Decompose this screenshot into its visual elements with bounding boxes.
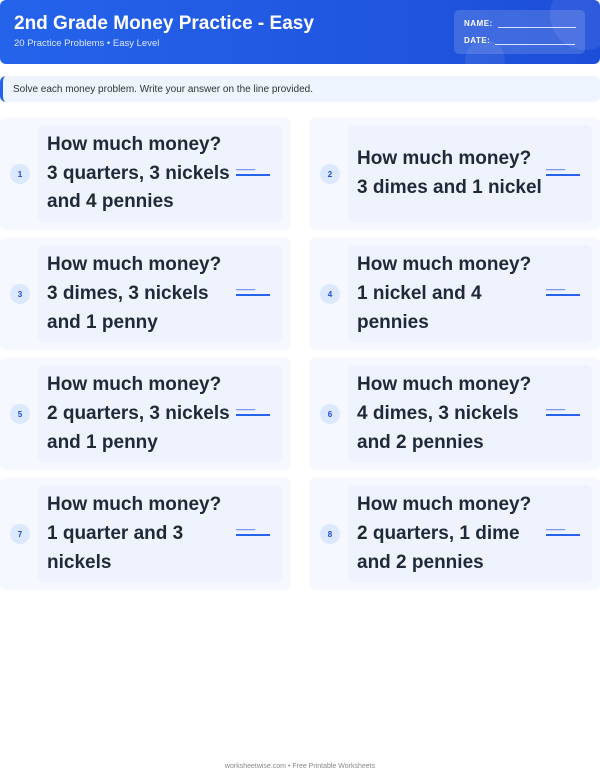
answer-underline: [546, 294, 580, 296]
problem-text: [357, 251, 546, 337]
answer-line[interactable]: [546, 400, 580, 420]
problem-text: [357, 371, 546, 457]
problem-number: 8: [320, 524, 340, 544]
answer-blank: ____: [236, 400, 255, 412]
name-line: [498, 27, 576, 28]
problem-detail: 3 quarters, 3 nickels and 4 pennies: [47, 162, 230, 213]
problem-card: [310, 358, 600, 470]
problem-text: [47, 251, 236, 337]
answer-line[interactable]: [546, 160, 580, 180]
date-line: [495, 44, 575, 45]
page-subtitle: 20 Practice Problems • Easy Level: [14, 38, 160, 49]
problem-box: [348, 365, 592, 463]
problem-card: [0, 238, 290, 350]
problem-number: 4: [320, 284, 340, 304]
problem-question: How much money?: [357, 254, 532, 276]
problem-detail: 3 dimes and 1 nickel: [357, 177, 542, 199]
problem-text: [357, 491, 546, 577]
problem-text: [47, 491, 236, 577]
problem-card: [0, 478, 290, 590]
problem-question: How much money?: [47, 494, 222, 516]
problem-grid: [0, 118, 600, 590]
answer-underline: [546, 174, 580, 176]
problem-card: [310, 238, 600, 350]
name-label: NAME:: [464, 19, 493, 28]
problem-number: 7: [10, 524, 30, 544]
problem-detail: 4 dimes, 3 nickels and 2 pennies: [357, 402, 519, 453]
answer-underline: [236, 534, 270, 536]
problem-box: [348, 485, 592, 583]
problem-number: 5: [10, 404, 30, 424]
answer-blank: ____: [546, 520, 565, 532]
problem-number: 6: [320, 404, 340, 424]
problem-text: [47, 131, 236, 217]
answer-underline: [236, 414, 270, 416]
answer-blank: ____: [546, 160, 565, 172]
problem-box: [38, 245, 282, 343]
problem-card: [310, 118, 600, 230]
problem-number: 2: [320, 164, 340, 184]
instructions: Solve each money problem. Write your answer on the line provided.: [0, 76, 600, 102]
answer-line[interactable]: [546, 520, 580, 540]
answer-underline: [546, 534, 580, 536]
problem-question: How much money?: [47, 134, 222, 155]
answer-underline: [236, 174, 270, 176]
problem-box: [38, 365, 282, 463]
problem-question: How much money?: [47, 374, 222, 396]
answer-underline: [546, 414, 580, 416]
answer-blank: ____: [236, 520, 255, 532]
problem-card: [0, 358, 290, 470]
date-label: DATE:: [464, 36, 491, 45]
footer: worksheetwise.com • Free Printable Worksheets: [224, 763, 376, 770]
answer-line[interactable]: [236, 280, 270, 300]
answer-blank: ____: [546, 280, 565, 292]
answer-blank: ____: [236, 160, 255, 172]
worksheet-header: [0, 0, 600, 64]
problem-box: [348, 125, 592, 223]
problem-question: How much money?: [357, 374, 532, 396]
problem-question: How much money?: [357, 148, 532, 170]
problem-text: [47, 371, 236, 457]
answer-underline: [236, 294, 270, 296]
answer-blank: ____: [546, 400, 565, 412]
problem-detail: 3 dimes, 3 nickels and 1 penny: [47, 282, 209, 333]
problem-detail: 1 quarter and 3 nickels: [47, 523, 184, 573]
problem-detail: 1 nickel and 4 pennies: [357, 282, 482, 333]
problem-question: How much money?: [357, 494, 532, 516]
name-date-box: [454, 10, 585, 54]
answer-line[interactable]: [546, 280, 580, 300]
answer-line[interactable]: [236, 520, 270, 540]
answer-line[interactable]: [236, 160, 270, 180]
problem-number: 1: [10, 164, 30, 184]
problem-box: [348, 245, 592, 343]
problem-detail: 2 quarters, 3 nickels and 1 penny: [47, 402, 230, 453]
problem-detail: 2 quarters, 1 dime and 2 pennies: [357, 523, 520, 573]
problem-number: 3: [10, 284, 30, 304]
problem-box: [38, 485, 282, 583]
answer-blank: ____: [236, 280, 255, 292]
answer-line[interactable]: [236, 400, 270, 420]
problem-question: How much money?: [47, 254, 222, 276]
problem-text: [357, 145, 546, 202]
problem-card: [0, 118, 290, 230]
page-title: 2nd Grade Money Practice - Easy: [14, 13, 314, 34]
problem-card: [310, 478, 600, 590]
problem-box: [38, 125, 282, 223]
